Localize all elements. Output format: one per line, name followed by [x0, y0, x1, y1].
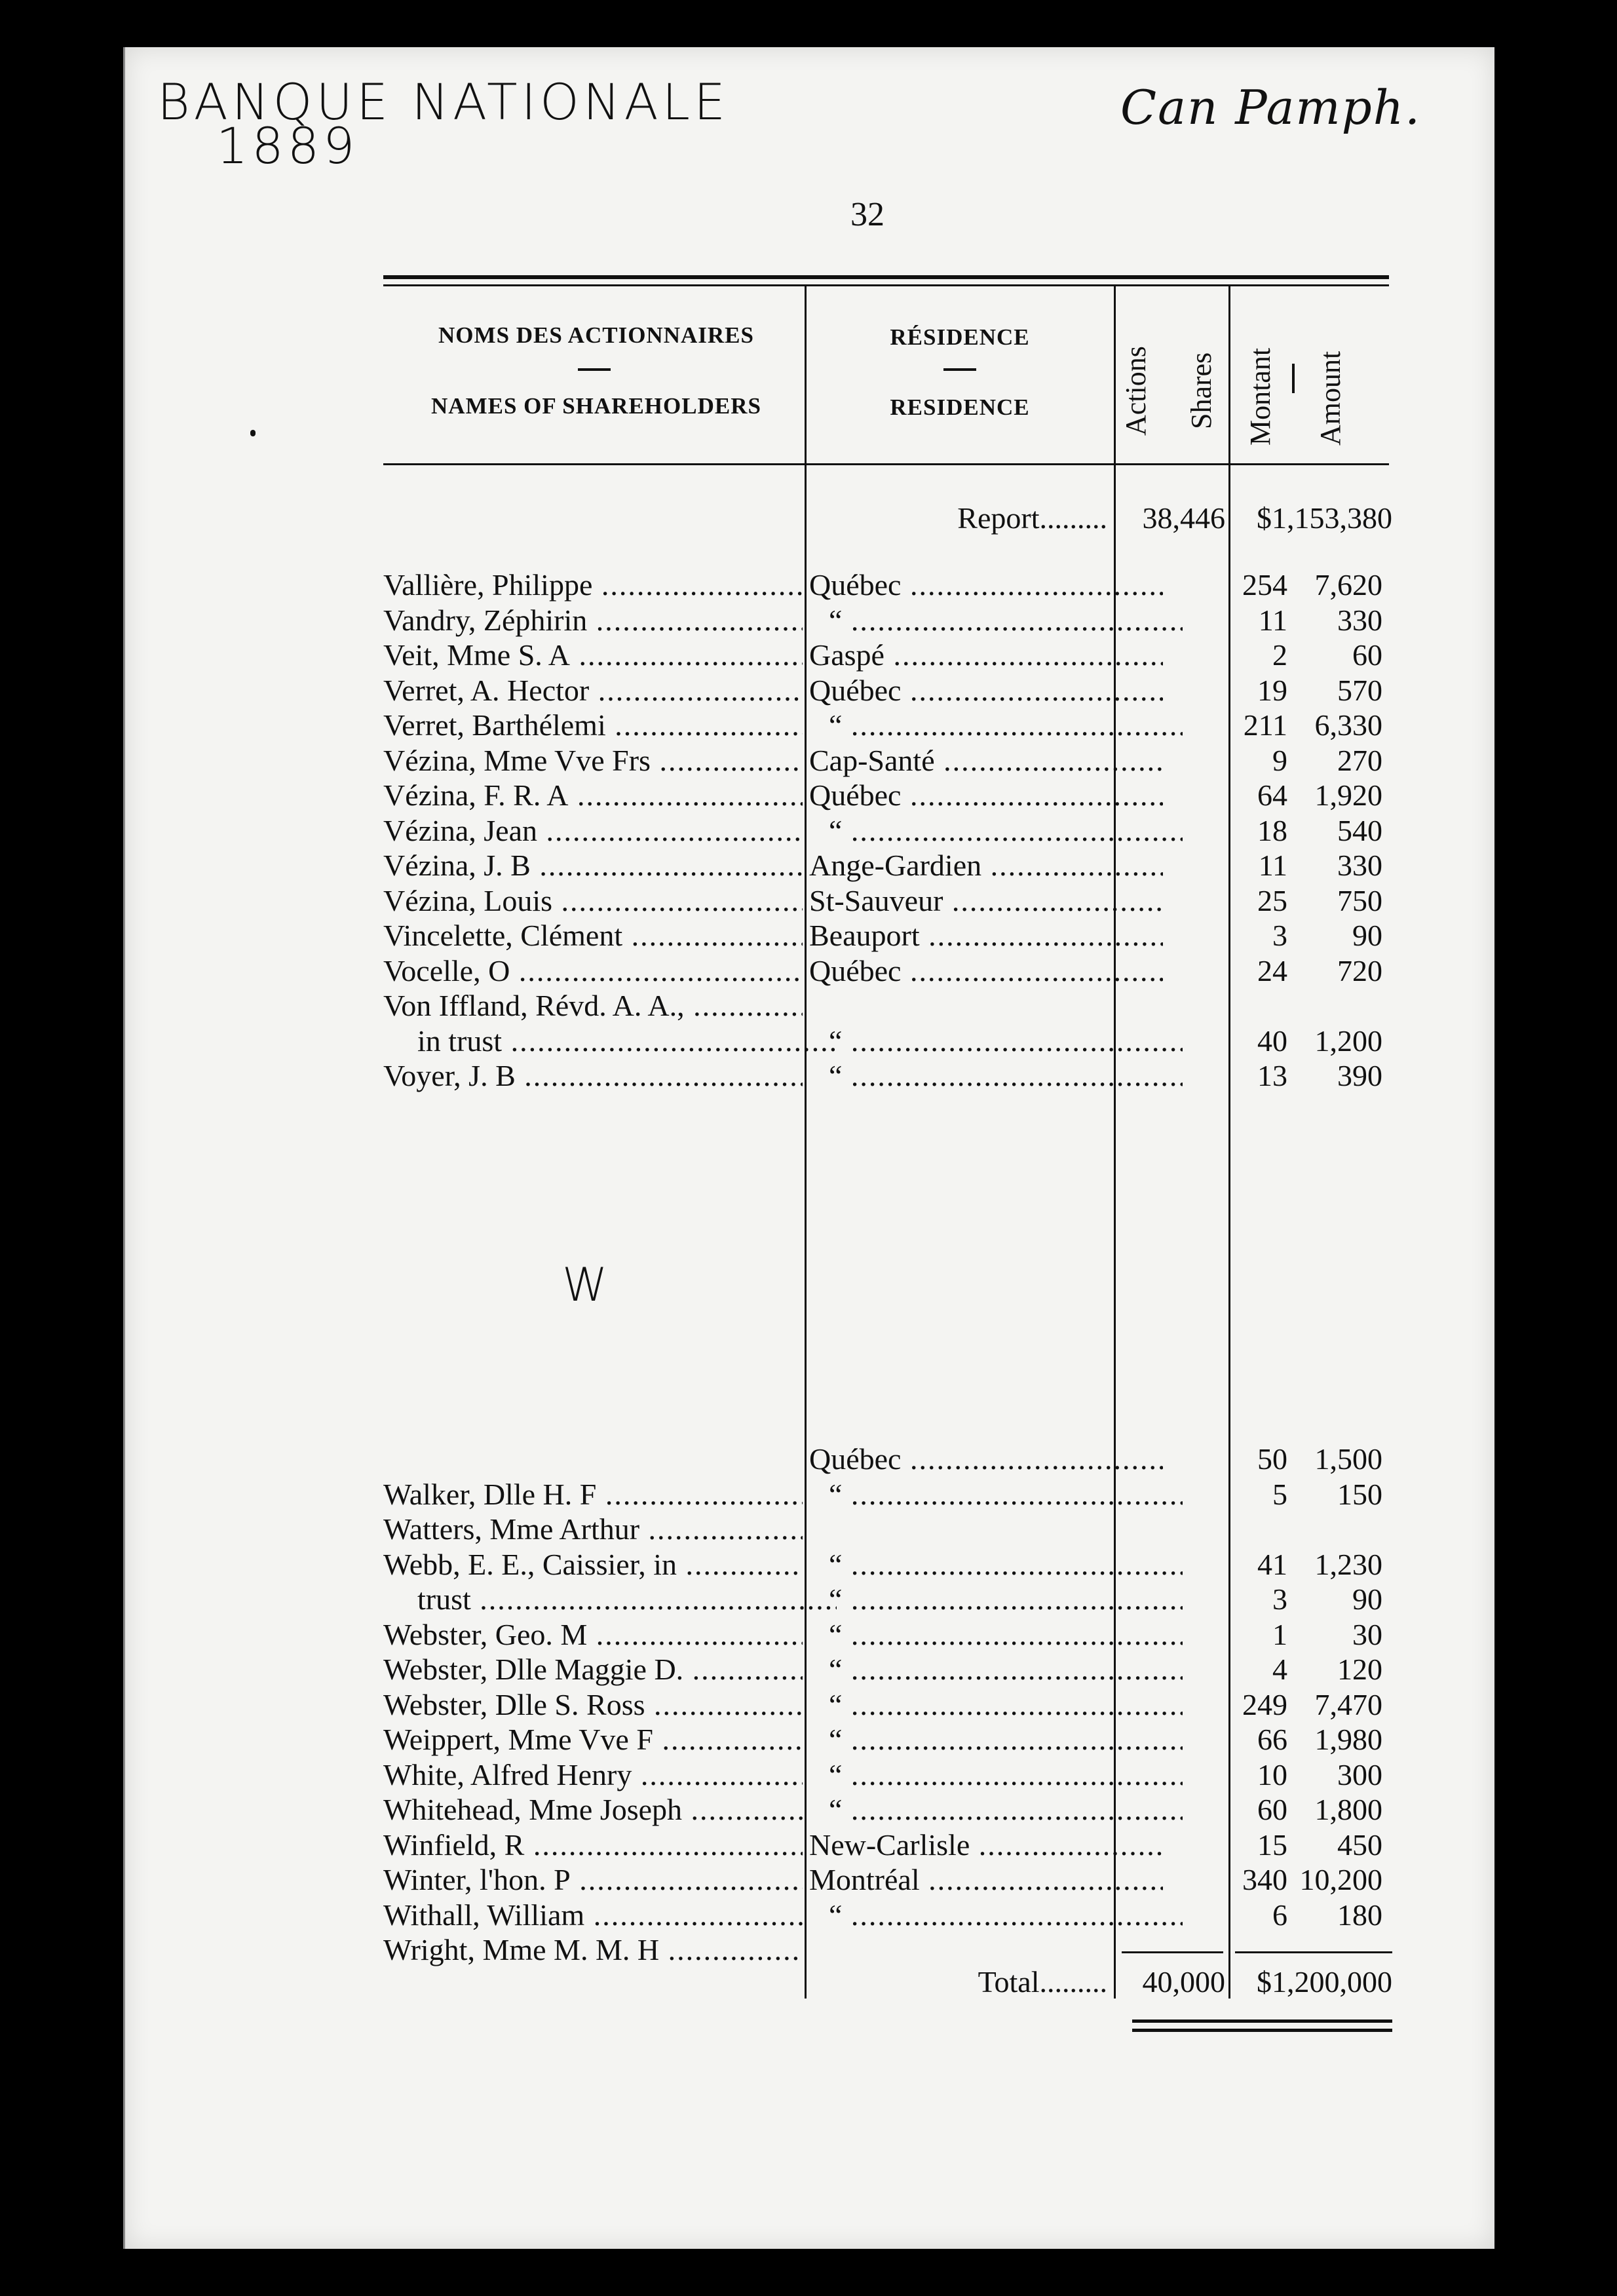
shareholder-name: in trust .....	[383, 1024, 837, 1059]
header-shares-en: Shares	[1185, 352, 1217, 429]
shares-value: 211	[1243, 708, 1287, 742]
report-shares: 38,446	[1142, 501, 1225, 535]
shares-value: 50	[1257, 1442, 1287, 1476]
shareholder-name: Voyer, J. B .....	[383, 1058, 803, 1094]
shares-value: 340	[1242, 1863, 1287, 1896]
shareholder-name: Vocelle, O .....	[383, 953, 803, 989]
amount-value: 1,230	[1314, 1547, 1382, 1581]
amount-value: 7,620	[1314, 568, 1382, 602]
header-amount-fr: Montant	[1244, 347, 1276, 446]
shareholder-name: Whitehead, Mme Joseph .....	[383, 1792, 803, 1827]
shareholder-name: trust .....	[383, 1582, 837, 1617]
shareholder-name: Vézina, F. R. A .....	[383, 778, 803, 813]
amount-value: 570	[1337, 673, 1382, 707]
shares-value: 249	[1242, 1687, 1287, 1721]
residence: Québec .....	[809, 567, 1163, 603]
shareholder-name: Von Iffland, Révd. A. A., .....	[383, 988, 803, 1024]
header-rule	[383, 463, 1389, 465]
amount-value: 330	[1337, 603, 1382, 637]
shareholder-name: Vallière, Philippe .....	[383, 567, 803, 603]
table-row	[383, 1862, 1392, 1898]
amount-value: 1,800	[1314, 1793, 1382, 1826]
residence: New-Carlisle .....	[809, 1827, 1163, 1863]
residence: “ .....	[809, 708, 1183, 743]
table-row	[383, 1898, 1392, 1933]
shareholder-name: Vincelette, Clément .....	[383, 918, 803, 953]
handwritten-bank-name: BANQUE NATIONALE	[157, 73, 730, 131]
amount-value: 1,500	[1314, 1442, 1382, 1476]
residence: “ .....	[809, 1617, 1183, 1653]
total-label: Total.........	[978, 1965, 1107, 1999]
total-rule-shares	[1122, 1951, 1223, 1953]
table-row	[383, 1792, 1392, 1827]
table-row	[383, 813, 1392, 849]
shareholder-name: Webster, Dlle S. Ross .....	[383, 1687, 803, 1723]
residence: “ .....	[809, 1652, 1183, 1687]
section-letter: W	[562, 1258, 608, 1312]
shares-value: 15	[1257, 1827, 1287, 1862]
ink-mark	[250, 430, 256, 436]
shareholder-name: Veit, Mme S. A .....	[383, 638, 803, 673]
shareholder-name: Vézina, Jean .....	[383, 813, 803, 849]
shares-value: 6	[1272, 1898, 1287, 1932]
shareholder-name: Vandry, Zéphirin .....	[383, 603, 803, 638]
table-row	[383, 743, 1392, 778]
table-row	[383, 883, 1392, 919]
header-dash	[943, 368, 976, 371]
total-double-rule	[1132, 2019, 1392, 2023]
shareholder-name: Wright, Mme M. M. H .....	[383, 1932, 803, 1968]
amount-value: 7,470	[1314, 1687, 1382, 1721]
amount-value: 540	[1337, 813, 1382, 847]
shareholder-name: Vézina, Louis .....	[383, 883, 803, 919]
shares-value: 64	[1257, 778, 1287, 812]
amount-value: 90	[1352, 919, 1382, 952]
shares-value: 25	[1257, 883, 1287, 917]
residence: Québec .....	[809, 778, 1163, 813]
shares-value: 19	[1257, 673, 1287, 707]
table-row	[383, 1477, 1392, 1512]
amount-value: 1,200	[1314, 1024, 1382, 1058]
report-amount: $1,153,380	[1257, 501, 1392, 535]
shareholder-name: Walker, Dlle H. F .....	[383, 1477, 803, 1512]
table-row	[383, 1757, 1392, 1793]
total-rule-amount	[1235, 1951, 1392, 1953]
shareholder-name: Winter, l'hon. P .....	[383, 1862, 803, 1898]
shareholder-name: Watters, Mme Arthur .....	[383, 1512, 803, 1547]
shareholder-name: Vézina, J. B .....	[383, 848, 803, 883]
residence: “ .....	[809, 1024, 1183, 1059]
shares-value: 4	[1272, 1653, 1287, 1686]
top-rule-thin	[383, 284, 1389, 286]
residence: “ .....	[809, 603, 1183, 638]
table-row	[383, 1827, 1392, 1863]
shares-value: 11	[1258, 603, 1287, 637]
residence: “ .....	[809, 1477, 1183, 1512]
residence: Cap-Santé .....	[809, 743, 1163, 778]
handwritten-catalogue-note: Can Pamph.	[1120, 80, 1422, 135]
residence: “ .....	[809, 1792, 1183, 1827]
table-row	[383, 1652, 1392, 1687]
handwritten-year: 1889	[216, 117, 359, 175]
amount-value: 330	[1337, 849, 1382, 882]
shares-value: 254	[1242, 568, 1287, 602]
shareholder-name: Withall, William .....	[383, 1898, 803, 1933]
shares-value: 24	[1257, 953, 1287, 987]
amount-value: 120	[1337, 1653, 1382, 1686]
table-row	[383, 1442, 1392, 1477]
shareholder-name: Webster, Dlle Maggie D. .....	[383, 1652, 803, 1687]
shares-value: 60	[1257, 1793, 1287, 1826]
shares-value: 40	[1257, 1024, 1287, 1058]
shares-value: 18	[1257, 813, 1287, 847]
shares-value: 41	[1257, 1547, 1287, 1581]
total-amount: $1,200,000	[1257, 1965, 1392, 1999]
table-row	[383, 953, 1392, 989]
top-rule	[383, 275, 1389, 279]
amount-value: 270	[1337, 743, 1382, 777]
residence: Montréal .....	[809, 1862, 1163, 1898]
residence: “ .....	[809, 1687, 1183, 1723]
table-row	[383, 1932, 1392, 1968]
residence: “ .....	[809, 1582, 1183, 1617]
shareholder-name: Webster, Geo. M .....	[383, 1617, 803, 1653]
residence: “ .....	[809, 813, 1183, 849]
shares-value: 66	[1257, 1723, 1287, 1756]
residence: “ .....	[809, 1058, 1183, 1094]
residence: Québec .....	[809, 953, 1163, 989]
residence: “ .....	[809, 1898, 1183, 1933]
shareholder-name: Weippert, Mme Vve F .....	[383, 1722, 803, 1757]
table-row	[383, 567, 1392, 603]
shares-value: 9	[1272, 743, 1287, 777]
shares-value: 10	[1257, 1757, 1287, 1791]
table-row	[383, 673, 1392, 708]
table-row	[383, 1582, 1392, 1617]
report-label: Report.........	[957, 501, 1107, 535]
residence: Québec .....	[809, 673, 1163, 708]
shares-value: 2	[1272, 638, 1287, 672]
amount-value: 390	[1337, 1059, 1382, 1092]
residence: Québec .....	[809, 1442, 1163, 1477]
shares-value: 3	[1272, 1582, 1287, 1616]
residence: Beauport .....	[809, 918, 1163, 953]
table-row	[383, 638, 1392, 673]
header-dash	[1292, 364, 1295, 393]
table-row	[383, 918, 1392, 953]
shares-value: 11	[1258, 849, 1287, 882]
amount-value: 1,980	[1314, 1723, 1382, 1756]
table-row	[383, 848, 1392, 883]
page-number: 32	[850, 196, 885, 233]
amount-value: 450	[1337, 1827, 1382, 1862]
residence: “ .....	[809, 1757, 1183, 1793]
shares-value: 13	[1257, 1059, 1287, 1092]
shares-value: 5	[1272, 1477, 1287, 1511]
table-row	[383, 1512, 1392, 1547]
total-double-rule	[1132, 2029, 1392, 2032]
shareholder-name: Verret, Barthélemi .....	[383, 708, 803, 743]
amount-value: 150	[1337, 1477, 1382, 1511]
table-row	[383, 988, 1392, 1024]
table-row	[383, 603, 1392, 638]
residence: “ .....	[809, 1722, 1183, 1757]
residence: Ange-Gardien .....	[809, 848, 1163, 883]
shareholder-name: Webb, E. E., Caissier, in .....	[383, 1547, 803, 1582]
table-row	[383, 778, 1392, 813]
table-row	[383, 1024, 1392, 1059]
amount-value: 720	[1337, 953, 1382, 987]
amount-value: 6,330	[1314, 708, 1382, 742]
amount-value: 750	[1337, 883, 1382, 917]
amount-value: 10,200	[1299, 1863, 1382, 1896]
residence: St-Sauveur .....	[809, 883, 1163, 919]
amount-value: 300	[1337, 1757, 1382, 1791]
table-row	[383, 1547, 1392, 1582]
table-row	[383, 1617, 1392, 1653]
amount-value: 30	[1352, 1617, 1382, 1651]
shares-value: 1	[1272, 1617, 1287, 1651]
residence: Gaspé .....	[809, 638, 1163, 673]
table-row	[383, 1722, 1392, 1757]
table-row	[383, 1687, 1392, 1723]
residence: “ .....	[809, 1547, 1183, 1582]
shareholder-name: White, Alfred Henry .....	[383, 1757, 803, 1793]
header-residence-en: RESIDENCE	[890, 394, 1030, 420]
table-row	[383, 708, 1392, 743]
header-shares-fr: Actions	[1120, 346, 1152, 436]
header-dash	[578, 368, 611, 371]
header-amount-en: Amount	[1314, 351, 1346, 446]
amount-value: 90	[1352, 1582, 1382, 1616]
total-shares: 40,000	[1142, 1965, 1225, 1999]
shareholder-name: Verret, A. Hector .....	[383, 673, 803, 708]
header-names-en: NAMES OF SHAREHOLDERS	[431, 393, 761, 419]
shareholder-name: Vézina, Mme Vve Frs .....	[383, 743, 803, 778]
amount-value: 180	[1337, 1898, 1382, 1932]
table-row	[383, 1058, 1392, 1094]
header-residence-fr: RÉSIDENCE	[890, 324, 1030, 350]
amount-value: 1,920	[1314, 778, 1382, 812]
header-names-fr: NOMS DES ACTIONNAIRES	[438, 322, 754, 348]
amount-value: 60	[1352, 638, 1382, 672]
shareholder-name: Winfield, R .....	[383, 1827, 803, 1863]
shares-value: 3	[1272, 919, 1287, 952]
